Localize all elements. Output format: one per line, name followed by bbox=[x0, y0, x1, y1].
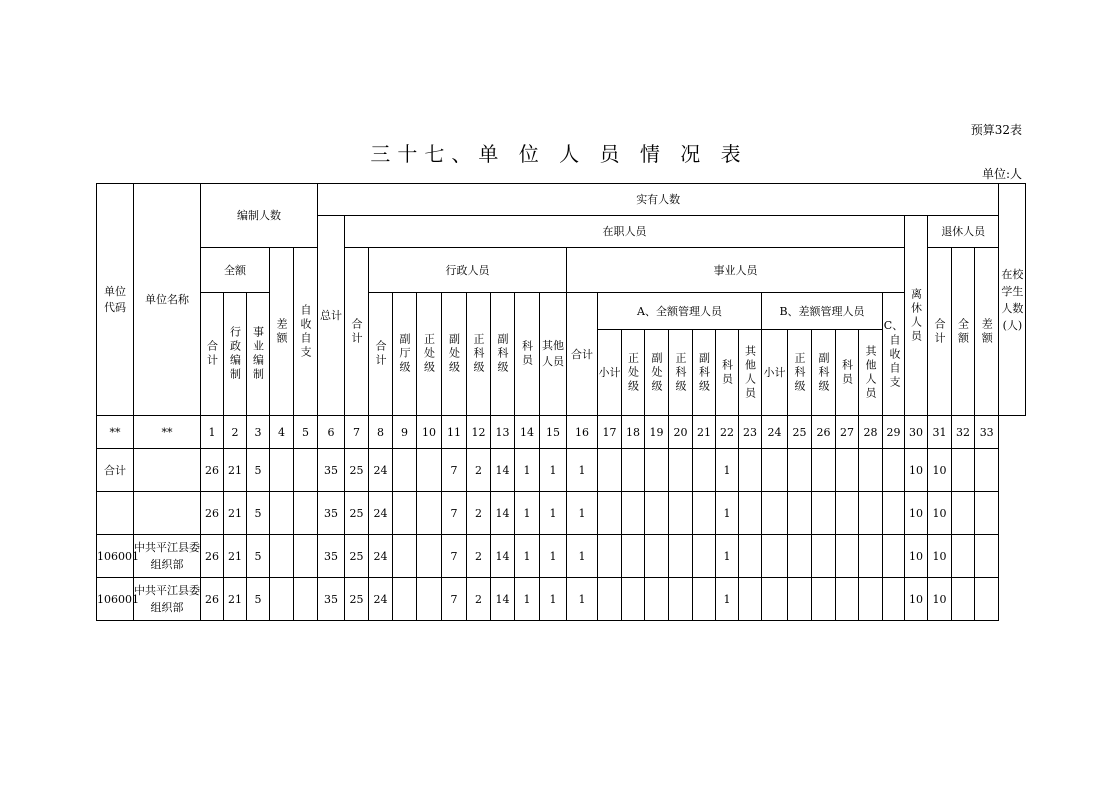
column-index-cell: 28 bbox=[859, 416, 883, 449]
cell-value bbox=[952, 449, 975, 492]
column-index-cell: 16 bbox=[567, 416, 598, 449]
header-a-fuchu: 副处级 bbox=[645, 330, 669, 416]
cell-value: 21 bbox=[224, 578, 247, 621]
cell-value bbox=[645, 535, 669, 578]
cell-value bbox=[598, 535, 622, 578]
cell-value: 10 bbox=[928, 449, 952, 492]
cell-value bbox=[836, 535, 859, 578]
cell-value bbox=[762, 578, 788, 621]
header-futing: 副厅级 bbox=[393, 293, 417, 416]
header-b-qita: 其他人员 bbox=[859, 330, 883, 416]
header-shiyou: 实有人数 bbox=[318, 184, 999, 216]
cell-unit-code bbox=[97, 492, 134, 535]
cell-value bbox=[669, 535, 693, 578]
table-row bbox=[97, 535, 1026, 578]
column-index-cell: 31 bbox=[928, 416, 952, 449]
cell-value bbox=[883, 535, 905, 578]
header-sy-heji: 合计 bbox=[567, 293, 598, 416]
cell-value bbox=[883, 492, 905, 535]
cell-value bbox=[788, 578, 812, 621]
cell-value: 24 bbox=[369, 578, 393, 621]
cell-value bbox=[812, 578, 836, 621]
header-xz-bianzhi: 行政编制 bbox=[224, 293, 247, 416]
header-unit-name: 单位名称 bbox=[134, 184, 201, 416]
header-zaizhi: 在职人员 bbox=[345, 216, 905, 248]
cell-value bbox=[762, 492, 788, 535]
cell-value bbox=[975, 492, 999, 535]
cell-value: 1 bbox=[540, 578, 567, 621]
cell-value bbox=[836, 449, 859, 492]
cell-value bbox=[669, 492, 693, 535]
cell-value: 24 bbox=[369, 492, 393, 535]
header-c-group bbox=[883, 293, 905, 416]
column-index-cell: 6 bbox=[318, 416, 345, 449]
column-index-cell: 30 bbox=[905, 416, 928, 449]
cell-value: 35 bbox=[318, 449, 345, 492]
header-keyuan: 科员 bbox=[515, 293, 540, 416]
cell-value bbox=[270, 492, 294, 535]
column-index-row bbox=[97, 416, 1026, 449]
cell-value: 1 bbox=[567, 449, 598, 492]
cell-value bbox=[294, 492, 318, 535]
column-index-cell: 17 bbox=[598, 416, 622, 449]
cell-value bbox=[693, 449, 716, 492]
column-index-cell: 15 bbox=[540, 416, 567, 449]
header-xingzheng-renyuan: 行政人员 bbox=[369, 248, 567, 293]
header-zongji: 总计 bbox=[318, 216, 345, 416]
cell-value: 10 bbox=[928, 535, 952, 578]
column-index-cell: 20 bbox=[669, 416, 693, 449]
cell-value bbox=[622, 535, 645, 578]
cell-value bbox=[859, 449, 883, 492]
cell-value bbox=[270, 449, 294, 492]
column-index-cell: 8 bbox=[369, 416, 393, 449]
header-sy-bianzhi: 事业编制 bbox=[247, 293, 270, 416]
cell-value bbox=[622, 492, 645, 535]
cell-value bbox=[622, 578, 645, 621]
header-a-group: A、全额管理人员 bbox=[598, 293, 762, 330]
cell-value: 7 bbox=[442, 492, 467, 535]
cell-value bbox=[417, 535, 442, 578]
header-zhengchu: 正处级 bbox=[417, 293, 442, 416]
header-zhengke: 正科级 bbox=[467, 293, 491, 416]
cell-value bbox=[762, 535, 788, 578]
cell-value: 1 bbox=[515, 535, 540, 578]
header-b-fuke: 副科级 bbox=[812, 330, 836, 416]
cell-value: 1 bbox=[515, 578, 540, 621]
unit-label: 单位:人 bbox=[981, 167, 1022, 181]
header-t-quan-e: 全额 bbox=[952, 248, 975, 416]
column-index-cell: 2 bbox=[224, 416, 247, 449]
cell-value: 21 bbox=[224, 449, 247, 492]
cell-value: 10 bbox=[928, 492, 952, 535]
cell-unit-name: 中共平江县委组织部 bbox=[134, 535, 201, 578]
cell-value: 2 bbox=[467, 535, 491, 578]
cell-value: 1 bbox=[567, 578, 598, 621]
personnel-table bbox=[96, 183, 1026, 621]
cell-value bbox=[975, 449, 999, 492]
header-t-cha-e: 差额 bbox=[975, 248, 999, 416]
cell-value bbox=[836, 578, 859, 621]
form-number: 预算32表 bbox=[970, 123, 1022, 137]
cell-value bbox=[393, 535, 417, 578]
cell-value bbox=[393, 492, 417, 535]
header-a-qita: 其他人员 bbox=[739, 330, 762, 416]
cell-value: 10 bbox=[905, 578, 928, 621]
cell-unit-code: 106001 bbox=[97, 535, 134, 578]
cell-value bbox=[883, 578, 905, 621]
cell-value: 10 bbox=[928, 578, 952, 621]
header-unit-code: 单位代码 bbox=[97, 184, 134, 416]
cell-value: 2 bbox=[467, 578, 491, 621]
cell-value bbox=[952, 492, 975, 535]
column-index-cell: 12 bbox=[467, 416, 491, 449]
header-zaixiao: 在校学生人数(人) bbox=[999, 184, 1026, 416]
cell-value: 1 bbox=[515, 449, 540, 492]
column-index-cell: 10 bbox=[417, 416, 442, 449]
column-index-cell: 7 bbox=[345, 416, 369, 449]
header-a-zhengke: 正科级 bbox=[669, 330, 693, 416]
cell-value bbox=[788, 492, 812, 535]
cell-value bbox=[739, 578, 762, 621]
cell-value bbox=[975, 578, 999, 621]
cell-value: 21 bbox=[224, 492, 247, 535]
cell-value bbox=[788, 535, 812, 578]
cell-unit-name bbox=[134, 492, 201, 535]
cell-value bbox=[952, 578, 975, 621]
cell-value bbox=[645, 449, 669, 492]
header-bz-heji: 合计 bbox=[201, 293, 224, 416]
cell-value bbox=[645, 578, 669, 621]
cell-value: 14 bbox=[491, 492, 515, 535]
table-body bbox=[97, 416, 1026, 621]
cell-value bbox=[952, 535, 975, 578]
cell-value bbox=[417, 492, 442, 535]
header-b-group: B、差额管理人员 bbox=[762, 293, 883, 330]
cell-value: 1 bbox=[540, 449, 567, 492]
cell-value: 26 bbox=[201, 535, 224, 578]
table-row bbox=[97, 449, 1026, 492]
cell-value bbox=[598, 492, 622, 535]
cell-value: 1 bbox=[716, 535, 739, 578]
cell-value bbox=[598, 578, 622, 621]
header-a-zhengchu: 正处级 bbox=[622, 330, 645, 416]
cell-value: 14 bbox=[491, 535, 515, 578]
column-index-cell: 13 bbox=[491, 416, 515, 449]
header-c-label: 自收自支 bbox=[888, 334, 901, 390]
cell-value: 7 bbox=[442, 578, 467, 621]
cell-value: 26 bbox=[201, 578, 224, 621]
cell-unit-name: 中共平江县委组织部 bbox=[134, 578, 201, 621]
cell-value bbox=[859, 535, 883, 578]
cell-value: 2 bbox=[467, 492, 491, 535]
header-fuke: 副科级 bbox=[491, 293, 515, 416]
cell-unit-name bbox=[134, 449, 201, 492]
header-shiye-renyuan: 事业人员 bbox=[567, 248, 905, 293]
column-index-cell: 24 bbox=[762, 416, 788, 449]
cell-value bbox=[393, 449, 417, 492]
cell-value: 25 bbox=[345, 449, 369, 492]
column-index-cell: 25 bbox=[788, 416, 812, 449]
column-index-cell: 9 bbox=[393, 416, 417, 449]
header-a-fuke: 副科级 bbox=[693, 330, 716, 416]
cell-value bbox=[622, 449, 645, 492]
column-index-cell: ** bbox=[134, 416, 201, 449]
cell-value bbox=[598, 449, 622, 492]
cell-value bbox=[975, 535, 999, 578]
header-tuixiu: 退休人员 bbox=[928, 216, 999, 248]
table-row bbox=[97, 578, 1026, 621]
cell-value bbox=[859, 578, 883, 621]
column-index-cell: 32 bbox=[952, 416, 975, 449]
cell-value bbox=[739, 492, 762, 535]
header-a-keyuan: 科员 bbox=[716, 330, 739, 416]
column-index-cell: 23 bbox=[739, 416, 762, 449]
cell-value bbox=[417, 578, 442, 621]
cell-value: 1 bbox=[716, 492, 739, 535]
cell-value bbox=[812, 535, 836, 578]
cell-value: 5 bbox=[247, 449, 270, 492]
page-title: 三十七、单 位 人 员 情 况 表 bbox=[370, 142, 748, 166]
header-quan-e: 全额 bbox=[201, 248, 270, 293]
cell-value bbox=[693, 578, 716, 621]
cell-value: 14 bbox=[491, 449, 515, 492]
cell-value: 7 bbox=[442, 449, 467, 492]
cell-value: 24 bbox=[369, 449, 393, 492]
cell-value: 35 bbox=[318, 578, 345, 621]
cell-value bbox=[739, 449, 762, 492]
cell-value bbox=[812, 449, 836, 492]
header-cha-e: 差额 bbox=[270, 248, 294, 416]
header-b-xiaoji: 小计 bbox=[762, 330, 788, 416]
column-index-cell: 11 bbox=[442, 416, 467, 449]
cell-value bbox=[762, 449, 788, 492]
cell-value: 21 bbox=[224, 535, 247, 578]
cell-value: 1 bbox=[540, 535, 567, 578]
header-b-keyuan: 科员 bbox=[836, 330, 859, 416]
header-heji2: 合计 bbox=[345, 248, 369, 416]
cell-value bbox=[836, 492, 859, 535]
cell-value: 25 bbox=[345, 492, 369, 535]
cell-value: 25 bbox=[345, 535, 369, 578]
cell-value bbox=[669, 449, 693, 492]
header-qita: 其他人员 bbox=[540, 293, 567, 416]
cell-value: 1 bbox=[540, 492, 567, 535]
column-index-cell: ** bbox=[97, 416, 134, 449]
column-index-cell: 18 bbox=[622, 416, 645, 449]
column-index-cell: 29 bbox=[883, 416, 905, 449]
column-index-cell: 33 bbox=[975, 416, 999, 449]
cell-value: 14 bbox=[491, 578, 515, 621]
cell-value: 1 bbox=[567, 535, 598, 578]
cell-unit-code: 合计 bbox=[97, 449, 134, 492]
cell-value: 5 bbox=[247, 492, 270, 535]
column-index-cell: 27 bbox=[836, 416, 859, 449]
cell-value bbox=[393, 578, 417, 621]
header-lixiu: 离休人员 bbox=[905, 216, 928, 416]
cell-value: 5 bbox=[247, 578, 270, 621]
cell-value bbox=[270, 578, 294, 621]
header-a-xiaoji: 小计 bbox=[598, 330, 622, 416]
cell-value bbox=[645, 492, 669, 535]
column-index-cell: 3 bbox=[247, 416, 270, 449]
cell-value: 7 bbox=[442, 535, 467, 578]
column-index-cell: 26 bbox=[812, 416, 836, 449]
cell-value bbox=[859, 492, 883, 535]
column-index-cell: 4 bbox=[270, 416, 294, 449]
cell-value bbox=[693, 492, 716, 535]
cell-value bbox=[788, 449, 812, 492]
cell-value: 10 bbox=[905, 449, 928, 492]
cell-value bbox=[739, 535, 762, 578]
column-index-cell: 19 bbox=[645, 416, 669, 449]
cell-value bbox=[669, 578, 693, 621]
column-index-cell: 22 bbox=[716, 416, 739, 449]
cell-value: 1 bbox=[567, 492, 598, 535]
cell-value: 5 bbox=[247, 535, 270, 578]
cell-value bbox=[270, 535, 294, 578]
table-row bbox=[97, 492, 1026, 535]
cell-value bbox=[294, 449, 318, 492]
cell-value: 25 bbox=[345, 578, 369, 621]
cell-value bbox=[294, 578, 318, 621]
cell-value: 1 bbox=[515, 492, 540, 535]
cell-value: 10 bbox=[905, 535, 928, 578]
cell-value bbox=[812, 492, 836, 535]
cell-value: 2 bbox=[467, 449, 491, 492]
cell-value: 35 bbox=[318, 492, 345, 535]
cell-value: 26 bbox=[201, 449, 224, 492]
cell-value: 10 bbox=[905, 492, 928, 535]
header-bianzhi: 编制人数 bbox=[201, 184, 318, 248]
cell-value: 1 bbox=[716, 578, 739, 621]
cell-value bbox=[294, 535, 318, 578]
column-index-cell: 1 bbox=[201, 416, 224, 449]
column-index-cell: 14 bbox=[515, 416, 540, 449]
header-c-prefix: C、 bbox=[883, 319, 904, 332]
header-xz-heji: 合计 bbox=[369, 293, 393, 416]
header-zishou: 自收自支 bbox=[294, 248, 318, 416]
cell-value: 26 bbox=[201, 492, 224, 535]
cell-value bbox=[693, 535, 716, 578]
header-fuchu: 副处级 bbox=[442, 293, 467, 416]
cell-value: 1 bbox=[716, 449, 739, 492]
column-index-cell: 5 bbox=[294, 416, 318, 449]
cell-unit-code: 106001 bbox=[97, 578, 134, 621]
cell-value bbox=[883, 449, 905, 492]
header-t-heji: 合计 bbox=[928, 248, 952, 416]
cell-value: 35 bbox=[318, 535, 345, 578]
cell-value: 24 bbox=[369, 535, 393, 578]
cell-value bbox=[417, 449, 442, 492]
column-index-cell: 21 bbox=[693, 416, 716, 449]
header-b-zhengke: 正科级 bbox=[788, 330, 812, 416]
